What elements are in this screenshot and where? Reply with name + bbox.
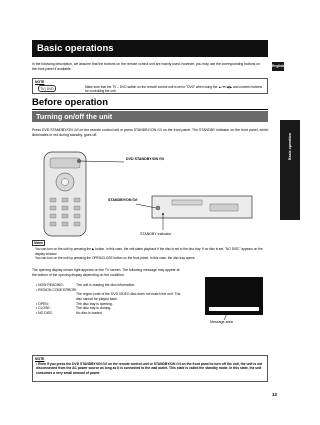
remote-and-unit-illustration: [32, 148, 272, 240]
subheading: Turning on/off the unit: [36, 112, 113, 121]
notes-block: [32, 240, 268, 261]
page-header-bar: [32, 40, 268, 57]
subheading-bar: [32, 111, 268, 122]
side-tab-label: Basic operation: [288, 133, 292, 160]
message-value: No disc is loaded.: [76, 310, 103, 315]
tv-screen-illustration: [205, 277, 263, 315]
message-key: • NOW READING:: [36, 283, 64, 287]
note-title: NOTE: [35, 80, 45, 84]
note-text: Make sure that the TV – DVD switch on the remote control unit is set to "DVD" when using the ▲/▼/◀/▶ and numeric buttons for controlling the unit.: [85, 85, 262, 94]
display-intro: The opening display shows right appears on the TV screen. The following message may appear at the bottom of the opening display depending on the condition.: [32, 268, 180, 277]
dvd-player-icon: [152, 196, 252, 218]
message-key: • CLOSE:: [36, 306, 51, 311]
standby-on-callout: STANDBY/ON ⏻/I: [108, 198, 138, 202]
remote-control-icon: [44, 152, 86, 236]
message-value: The region code of the DVD VIDEO disc does not match the unit. The disc cannot be played back.: [76, 292, 181, 301]
heading-rule: [32, 109, 268, 110]
language-tab: English: [272, 62, 284, 71]
section-heading: Before operation: [32, 97, 109, 108]
message-value: The disc tray is opening.: [76, 301, 113, 306]
page-title: Basic operations: [37, 43, 114, 54]
message-area-label: Message area: [210, 320, 233, 324]
note-text: • Even if you press the DVD STANDBY/ON ⏻/I on the remote control unit or STANDBY/ON ⏻/I on the front panel to turn off the unit, the unit is not disconnected from the AC power source as long as it is connected to the wall outlet. This state is called the standby mode. In this state, the unit consumes a very small amount of power.: [36, 362, 263, 375]
message-value: The disc tray is closing.: [76, 306, 112, 311]
instruction-text: Press DVD STANDBY/ON ⏻/I on the remote control unit or press STANDBY/ON ⏻/I on the front panel. The STANDBY indicator on the front panel, which illuminates in red during standby, goes off.: [32, 128, 269, 137]
side-tab: [280, 120, 300, 220]
message-key: • NO DISC:: [36, 310, 54, 315]
page-number: 12: [272, 392, 277, 397]
tv-dvd-switch-icon: TV | DVD: [38, 85, 56, 92]
message-key: • REGION CODE ERROR!:: [36, 287, 78, 292]
dvd-standby-callout: DVD STANDBY/ON ⏻/I: [126, 157, 164, 161]
notes-item: You can turn on the unit by pressing the ▶ button. In this case, the unit starts playback if the disc is set in the disc tray. If no disc is set, "NO DISC" appears on the display window.: [35, 247, 263, 256]
note-title: NOTE: [35, 357, 45, 361]
message-value: The unit is reading the disc information.: [76, 283, 136, 287]
standby-indicator-callout: STANDBY indicator: [140, 232, 172, 236]
intro-text: In the following description, we assume that the buttons on the remote control unit are mainly used; however, you may use the corresponding buttons on the front panel if available.: [32, 62, 261, 71]
message-key: • OPEN:: [36, 301, 49, 306]
notes-item: You can turn on the unit by pressing the OPEN/CLOSE button on the front panel. In this case, the disc tray opens.: [35, 256, 196, 261]
note-box-top: [32, 78, 268, 94]
notes-head: Notes: [34, 241, 43, 245]
note-box-bottom: [32, 355, 268, 382]
